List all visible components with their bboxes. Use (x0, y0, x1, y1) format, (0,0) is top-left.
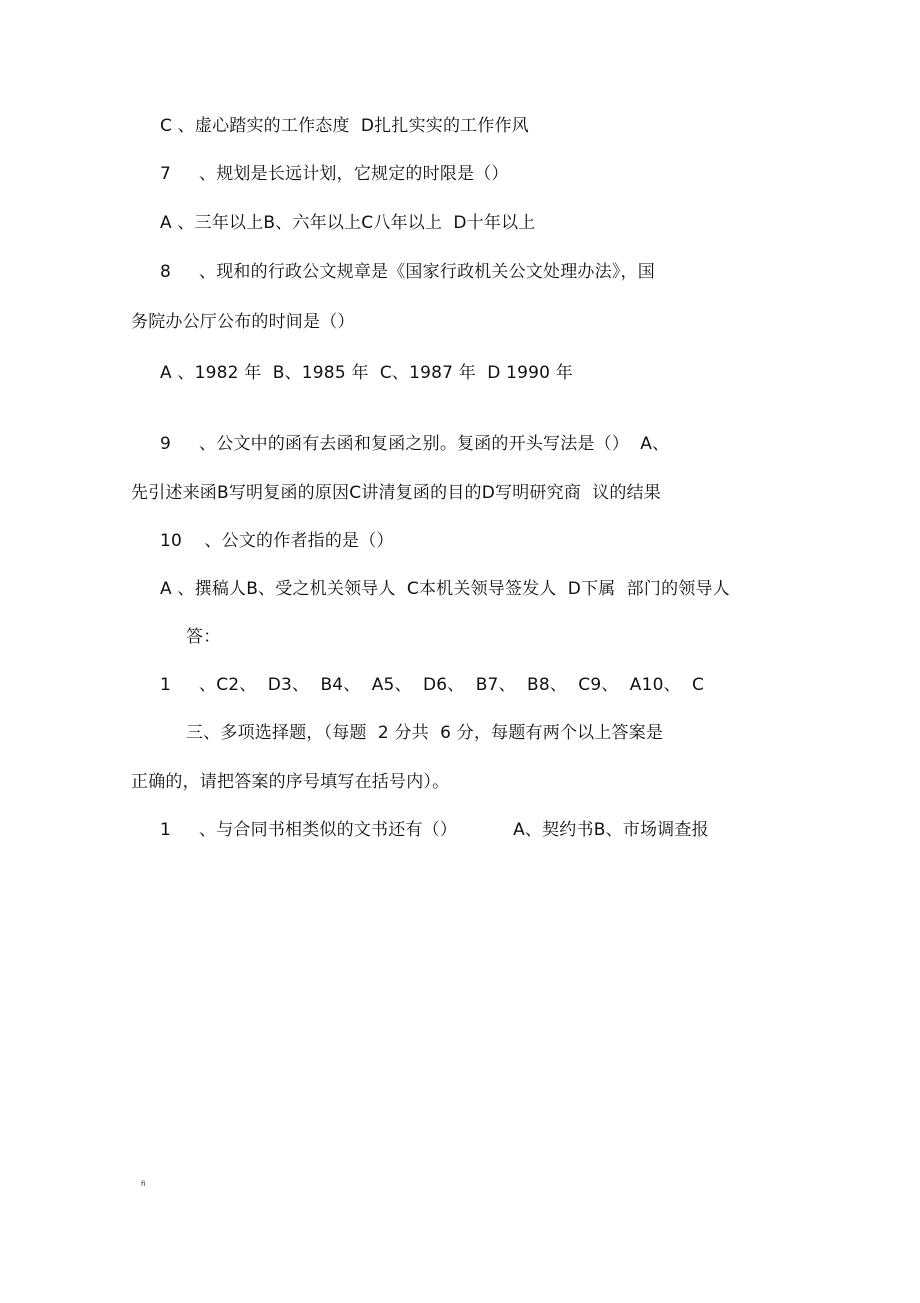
question-7-options: A 、三年以上B、六年以上C八年以上 D十年以上 (160, 213, 536, 233)
question-10-options: A 、撰稿人B、受之机关领导人 C本机关领导签发人 D下属 部门的领导人 (160, 579, 730, 599)
question-8: 8 、现和的行政公文规章是《国家行政机关公文处理办法》，国 (160, 262, 655, 282)
answer-key: 1 、C2、 D3、 B4、 A5、 D6、 B7、 B8、 C9、 A10、 C (160, 675, 705, 695)
section-3-heading: 三、多项选择题，（每题 2 分共 6 分，每题有两个以上答案是 (186, 723, 664, 743)
question-8-options: A 、1982 年 B、1985 年 C、1987 年 D 1990 年 (160, 363, 573, 383)
footer-mark: fi (141, 1180, 146, 1188)
question-7: 7 、规划是长远计划，它规定的时限是（） (160, 164, 509, 184)
question-10: 10 、公文的作者指的是（） (160, 531, 394, 551)
question-8-continued: 务院办公厅公布的时间是（） (131, 312, 355, 332)
section-3-heading-continued: 正确的，请把答案的序号填写在括号内）。 (131, 772, 450, 792)
question-9-options: 先引述来函B写明复函的原因C讲清复函的目的D写明研究商 议的结果 (131, 483, 662, 503)
answer-heading: 答： (186, 627, 221, 647)
option-line-c-d: C 、虚心踏实的工作态度 D扎扎实实的工作作风 (160, 116, 529, 136)
multi-choice-question-1: 1 、与合同书相类似的文书还有（） A、契约书B、市场调查报 (160, 820, 709, 840)
question-9: 9 、公文中的函有去函和复函之别。复函的开头写法是（） A、 (160, 434, 670, 454)
